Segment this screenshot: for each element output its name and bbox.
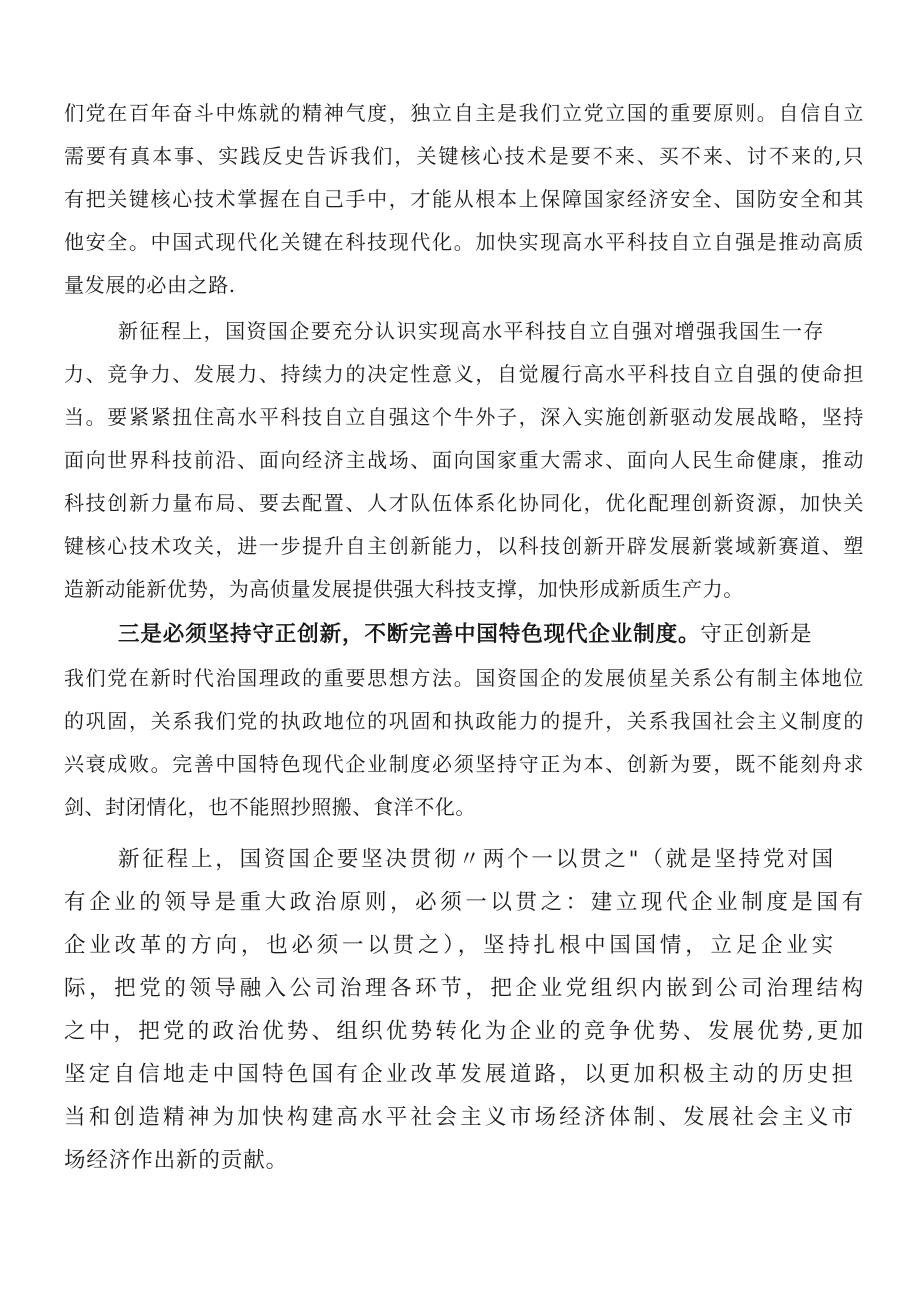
- paragraph-line: 量发展的必由之路.: [64, 273, 236, 297]
- paragraph-line: 场经济作出新的贡献。: [64, 1148, 289, 1173]
- paragraph-line: 之中，把党的政治优势、组织优势转化为企业的竞争优势、发展优势,更加: [64, 1019, 864, 1044]
- paragraph-line: 造新动能新优势，为高侦量发展提供强大科技支撑，加快形成新质生产力。: [64, 577, 744, 601]
- paragraph-line: 我们党在新时代治国理政的重要思想方法。国资国企的发展侦星关系公有制主体地位: [64, 666, 864, 690]
- paragraph-line: 兴衰成败。完善中国特色现代企业制度必须坚持守正为本、创新为要，既不能刻舟求: [64, 752, 864, 776]
- paragraph-line: 们党在百年奋斗中炼就的精神气度，独立自主是我们立党立国的重要原则。自信自立: [64, 101, 864, 125]
- paragraph-line: 键核心技术攻关，进一步提升自主创新能力，以科技创新开辟发展新裳域新赛道、塑: [64, 534, 864, 558]
- paragraph-line: [118, 620, 864, 650]
- paragraph-line: 新征程上，国资国企要坚决贯彻〃两个一以贯之"（就是坚持党对国: [118, 847, 834, 872]
- paragraph-text: 守正创新是: [700, 622, 813, 647]
- paragraph-line: 当。要紧紧扭住高水平科技自立自强这个牛外子，深入实施创新驱动发展战略，坚持: [64, 405, 864, 429]
- paragraph-line: 他安全。中国式现代化关键在科技现代化。加快实现高水平科技自立自强是推动高质: [64, 230, 864, 254]
- bold-heading-text: 三是必须坚持守正创新，不断完善中国特色现代企业制度。: [118, 622, 701, 647]
- paragraph-line: 企业改革的方向，也必须一以贯之），坚持扎根中国国情，立足企业实: [64, 933, 834, 958]
- paragraph-line: 面向世界科技前沿、面向经济主战场、面向国家重大需求、面向人民生命健康，推动: [64, 448, 864, 472]
- paragraph-line: 力、竞争力、发展力、持续力的决定性意义，自觉履行高水平科技自立自强的使命担: [64, 362, 864, 386]
- paragraph-line: 科技创新力量布局、要去配置、人才队伍体系化协同化，优化配理创新资源，加快关: [64, 491, 864, 515]
- paragraph-line: 的巩固，关系我们党的执政地位的巩固和执政能力的提升，关系我国社会主义制度的: [64, 709, 864, 733]
- paragraph-line: 有把关键核心技术掌握在自己手中，才能从根本上保障国家经济安全、国防安全和其: [64, 187, 864, 211]
- paragraph-line: 新征程上，国资国企要充分认识实现高水平科技自立自强对增强我国生一存: [118, 319, 824, 343]
- paragraph-line: 需要有真本事、实践反史告诉我们，关键核心技术是要不来、买不来、讨不来的,只: [64, 144, 864, 168]
- paragraph-line: 际，把党的领导融入公司治理各环节，把企业党组织内嵌到公司治理结构: [64, 976, 864, 1001]
- paragraph-line: 当和创造精神为加快构建高水平社会主义市场经济体制、发展社会主义市: [64, 1105, 854, 1130]
- paragraph-line: 有企业的领导是重大政治原则，必须一以贯之：建立现代企业制度是国有: [64, 890, 864, 915]
- paragraph-line: 剑、封闭情化，也不能照抄照搬、食洋不化。: [64, 795, 476, 819]
- paragraph-line: 坚定自信地走中国特色国有企业改革发展道路，以更加积极主动的历史担: [64, 1062, 854, 1087]
